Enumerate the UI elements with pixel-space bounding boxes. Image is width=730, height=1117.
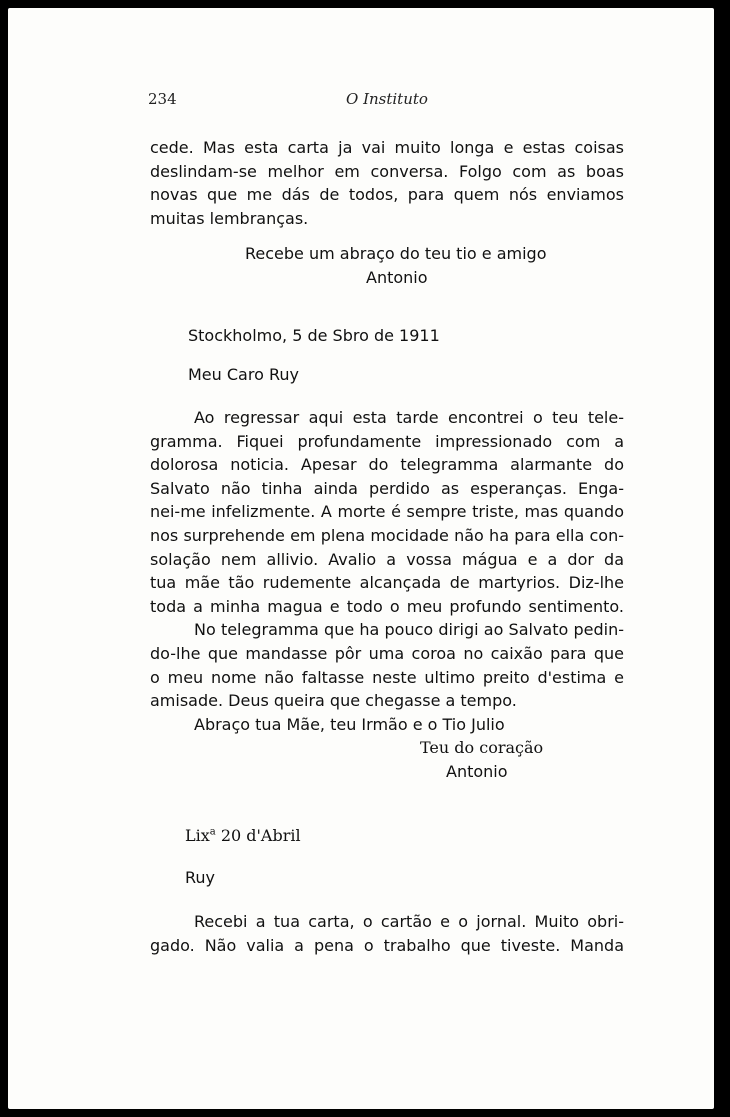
document-page xyxy=(8,8,714,1109)
letter2-place-date: Stockholmo, 5 de Sbro de 1911 xyxy=(188,326,440,345)
text-line: nei-me infelizmente. A morte é sempre triste, mas quando xyxy=(150,502,624,522)
text-line: Ao regressar aqui esta tarde encontrei o teu tele- xyxy=(194,408,624,427)
text-line: toda a minha magua e todo o meu profundo sentimento. xyxy=(150,596,624,616)
place-superscript: a xyxy=(209,826,216,838)
text-line: nos surprehende em plena mocidade não ha para ella con- xyxy=(150,525,624,545)
journal-title: O Instituto xyxy=(346,90,428,108)
letter2-salutation: Meu Caro Ruy xyxy=(188,365,299,384)
text-line: No telegramma que ha pouco dirigi ao Salvato pedin- xyxy=(194,620,624,640)
place-abbrev: Lix xyxy=(185,826,210,845)
letter1-closing: Recebe um abraço do teu tio e amigo xyxy=(245,244,547,263)
text-line: Abraço tua Mãe, teu Irmão e o Tio Julio xyxy=(194,714,505,734)
text-line: gado. Não valia a pena o trabalho que tiveste. Manda xyxy=(150,935,624,955)
text-line: novas que me dás de todos, para quem nós enviamos xyxy=(150,185,624,205)
letter3-salutation: Ruy xyxy=(185,868,216,887)
letter3-place-date xyxy=(185,826,301,845)
date: 20 d'Abril xyxy=(215,826,301,845)
letter2-body xyxy=(150,406,624,736)
page-number: 234 xyxy=(148,90,177,108)
letter3-body xyxy=(150,910,624,957)
text-line: o meu nome não faltasse neste ultimo preito d'estima e xyxy=(150,667,624,687)
letter1-signature: Antonio xyxy=(366,268,428,287)
text-line: tua mãe tão rudemente alcançada de martyrios. Diz-lhe xyxy=(150,573,624,593)
letter1-paragraph xyxy=(150,136,624,230)
text-line: cede. Mas esta carta ja vai muito longa e estas coisas xyxy=(150,138,624,157)
text-line: muitas lembranças. xyxy=(150,208,309,228)
letter2-signature: Antonio xyxy=(446,762,508,781)
text-line: solação nem allivio. Avalio a vossa mágua e a dor da xyxy=(150,549,624,569)
text-line: gramma. Fiquei profundamente impressionado com a xyxy=(150,431,624,451)
text-line: deslindam-se melhor em conversa. Folgo com as boas xyxy=(150,161,624,181)
text-line: Recebi a tua carta, o cartão e o jornal. Muito obri- xyxy=(194,912,624,931)
text-line: Salvato não tinha ainda perdido as esperanças. Enga- xyxy=(150,478,624,498)
text-line: dolorosa noticia. Apesar do telegramma alarmante do xyxy=(150,455,624,475)
text-line: do-lhe que mandasse pôr uma coroa no caixão para que xyxy=(150,643,624,663)
page-header xyxy=(8,90,714,110)
letter2-closing: Teu do coração xyxy=(420,738,544,757)
text-line: amisade. Deus queira que chegasse a tempo. xyxy=(150,691,517,711)
